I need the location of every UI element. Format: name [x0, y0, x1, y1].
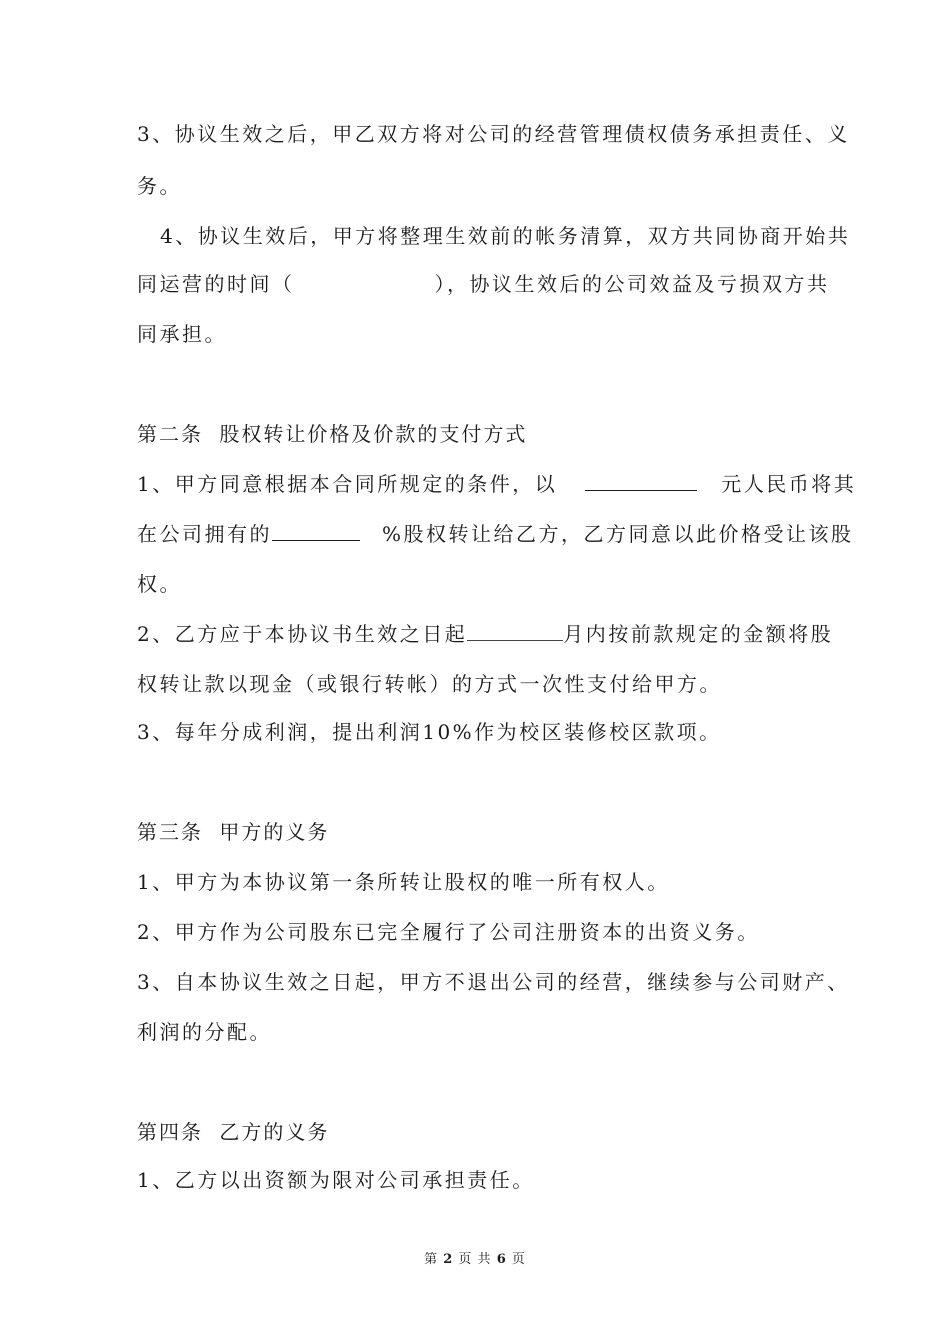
text: 权转让款以现金（或银行转帐）的方式一次性支付给甲方。: [137, 672, 722, 696]
price-blank-line: [585, 472, 697, 491]
paragraph-line: [137, 718, 722, 746]
paragraph-line: [137, 270, 830, 298]
page-footer: [0, 1248, 950, 1267]
text: 2、乙方应于本协议书生效之日起: [137, 622, 468, 646]
paragraph-line: [137, 120, 850, 148]
text: 同运营的时间（: [137, 272, 295, 296]
section-heading: [137, 1118, 329, 1146]
paragraph-line: [137, 968, 850, 996]
paragraph-line: [137, 868, 670, 896]
paragraph-line: [137, 1018, 272, 1046]
paragraph-line: [137, 520, 854, 548]
current-page-number: 2: [443, 1252, 454, 1267]
text: 1、甲方同意根据本合同所规定的条件，以: [137, 472, 558, 496]
text: 3、每年分成利润，提出利润10%作为校区装修校区款项。: [137, 720, 722, 744]
paragraph-line: [137, 570, 182, 598]
section-number: 第三条: [137, 820, 203, 844]
paragraph-line: [137, 320, 227, 348]
text: 月内按前款规定的金额将股: [563, 622, 834, 646]
text: 3、协议生效之后，甲乙双方将对公司的经营管理债权债务承担责任、义: [137, 122, 850, 146]
paragraph-line: [137, 470, 856, 498]
text: 2、甲方作为公司股东已完全履行了公司注册资本的出资义务。: [137, 920, 760, 944]
text: 元人民币将其: [721, 472, 857, 496]
text: 3、自本协议生效之日起，甲方不退出公司的经营，继续参与公司财产、: [137, 970, 850, 994]
text: 1、乙方以出资额为限对公司承担责任。: [137, 1168, 535, 1192]
month-blank-line: [467, 621, 563, 641]
paragraph-line: [137, 620, 833, 648]
paragraph-line: [137, 670, 722, 698]
text: 1、甲方为本协议第一条所转让股权的唯一所有权人。: [137, 870, 670, 894]
text: ），协议生效后的公司效益及亏损双方共: [434, 272, 830, 296]
paragraph-line: [137, 172, 182, 200]
section-title: 股权转让价格及价款的支付方式: [219, 422, 528, 446]
percent-blank-line: [272, 522, 360, 541]
paragraph-line: [137, 918, 760, 946]
paragraph-line: [137, 1166, 535, 1194]
section-number: 第四条: [137, 1120, 203, 1144]
text: 4、协议生效后，甲方将整理生效前的帐务清算，双方共同协商开始共: [160, 224, 851, 248]
section-heading: [137, 420, 527, 448]
text: 务。: [137, 174, 182, 198]
text: 利润的分配。: [137, 1020, 272, 1044]
section-title: 乙方的义务: [219, 1120, 330, 1144]
paragraph-line: [160, 222, 850, 250]
footer-middle: 页 共: [458, 1252, 492, 1267]
footer-suffix: 页: [511, 1252, 526, 1267]
total-page-number: 6: [496, 1252, 507, 1267]
text: %股权转让给乙方，乙方同意以此价格受让该股: [382, 522, 854, 546]
section-title: 甲方的义务: [219, 820, 330, 844]
section-heading: [137, 818, 329, 846]
section-number: 第二条: [137, 422, 203, 446]
footer-prefix: 第: [424, 1252, 439, 1267]
text: 在公司拥有的: [137, 522, 272, 546]
text: 权。: [137, 572, 182, 596]
text: 同承担。: [137, 322, 227, 346]
